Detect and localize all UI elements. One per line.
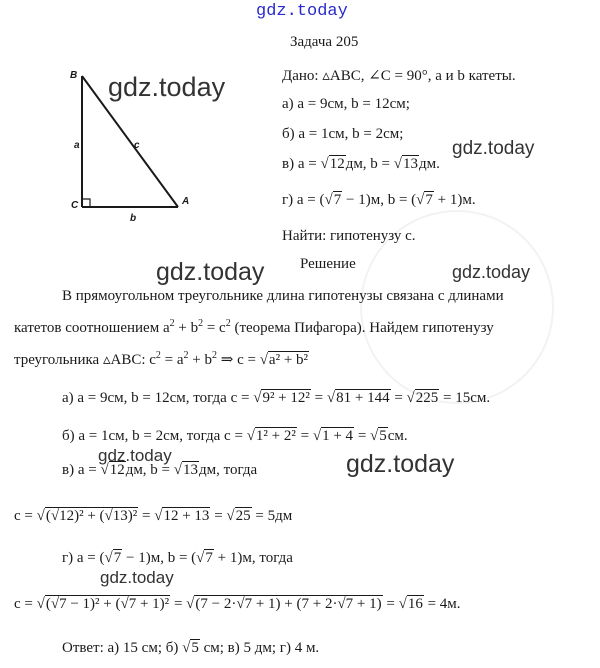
- find-text: Найти: гипотенузу c.: [282, 228, 416, 244]
- given-case-g: г) a = (√7 − 1)м, b = (√7 + 1)м.: [282, 192, 476, 208]
- solution-case-g: г) a = (√7 − 1)м, b = (√7 + 1)м, тогда: [62, 550, 293, 566]
- watermark: gdz.today: [346, 450, 455, 478]
- solution-equation-g: c = √(√7 − 1)² + (√7 + 1)² = √(7 − 2·√7 + 1) + (7 + 2·√7 + 1) = √16 = 4м.: [14, 596, 461, 612]
- vertex-b-label: B: [70, 70, 78, 81]
- watermark: gdz.today: [256, 2, 348, 21]
- solution-paragraph-line: катетов соотношением $a^2 + b^2 = c^2$ (теорема Пифагора). Найдем гипотенузу: [14, 318, 494, 336]
- solution-heading: Решение: [300, 256, 356, 272]
- triangle-figure: [60, 60, 200, 225]
- solution-case-a: а) a = 9см, b = 12см, тогда c = √9² + 12² = √81 + 144 = √225 = 15см.: [62, 390, 491, 406]
- vertex-c-label: C: [71, 200, 79, 211]
- solution-case-v: в) a = √12дм, b = √13дм, тогда: [62, 462, 258, 478]
- given-case-v: в) a = √12дм, b = √13дм.: [282, 156, 440, 172]
- given-text: Дано: ▵ABC, ∠C = 90°, a и b катеты.: [282, 68, 516, 84]
- given-case-a: а) a = 9см, b = 12см;: [282, 96, 410, 112]
- solution-equation-v: c = √(√12)² + (√13)² = √12 + 13 = √25 = 5дм: [14, 508, 293, 524]
- answer-line: Ответ: а) 15 см; б) √5 см; в) 5 дм; г) 4 м.: [62, 640, 320, 656]
- side-b-label: b: [130, 213, 137, 224]
- watermark: gdz.today: [108, 72, 226, 102]
- given-case-b: б) a = 1см, b = 2см;: [282, 126, 404, 142]
- solution-paragraph-line: треугольника ▵ABC: $c^2 = a^2 + b^2$ ⇒ c = √a² + b²: [14, 350, 309, 368]
- watermark: gdz.today: [100, 568, 174, 587]
- watermark: gdz.today: [452, 138, 535, 159]
- solution-case-b: б) a = 1см, b = 2см, тогда c = √1² + 2² = √1 + 4 = √5см.: [62, 428, 408, 444]
- watermark: gdz.today: [98, 446, 172, 465]
- solution-paragraph-line: В прямоугольном треугольнике длина гипотенузы связана с длинами: [62, 288, 504, 304]
- side-c-label: c: [134, 140, 140, 151]
- problem-title: Задача 205: [290, 34, 359, 50]
- watermark: gdz.today: [156, 258, 265, 286]
- side-a-label: a: [74, 140, 80, 151]
- vertex-a-label: A: [182, 196, 190, 207]
- watermark: gdz.today: [452, 262, 531, 282]
